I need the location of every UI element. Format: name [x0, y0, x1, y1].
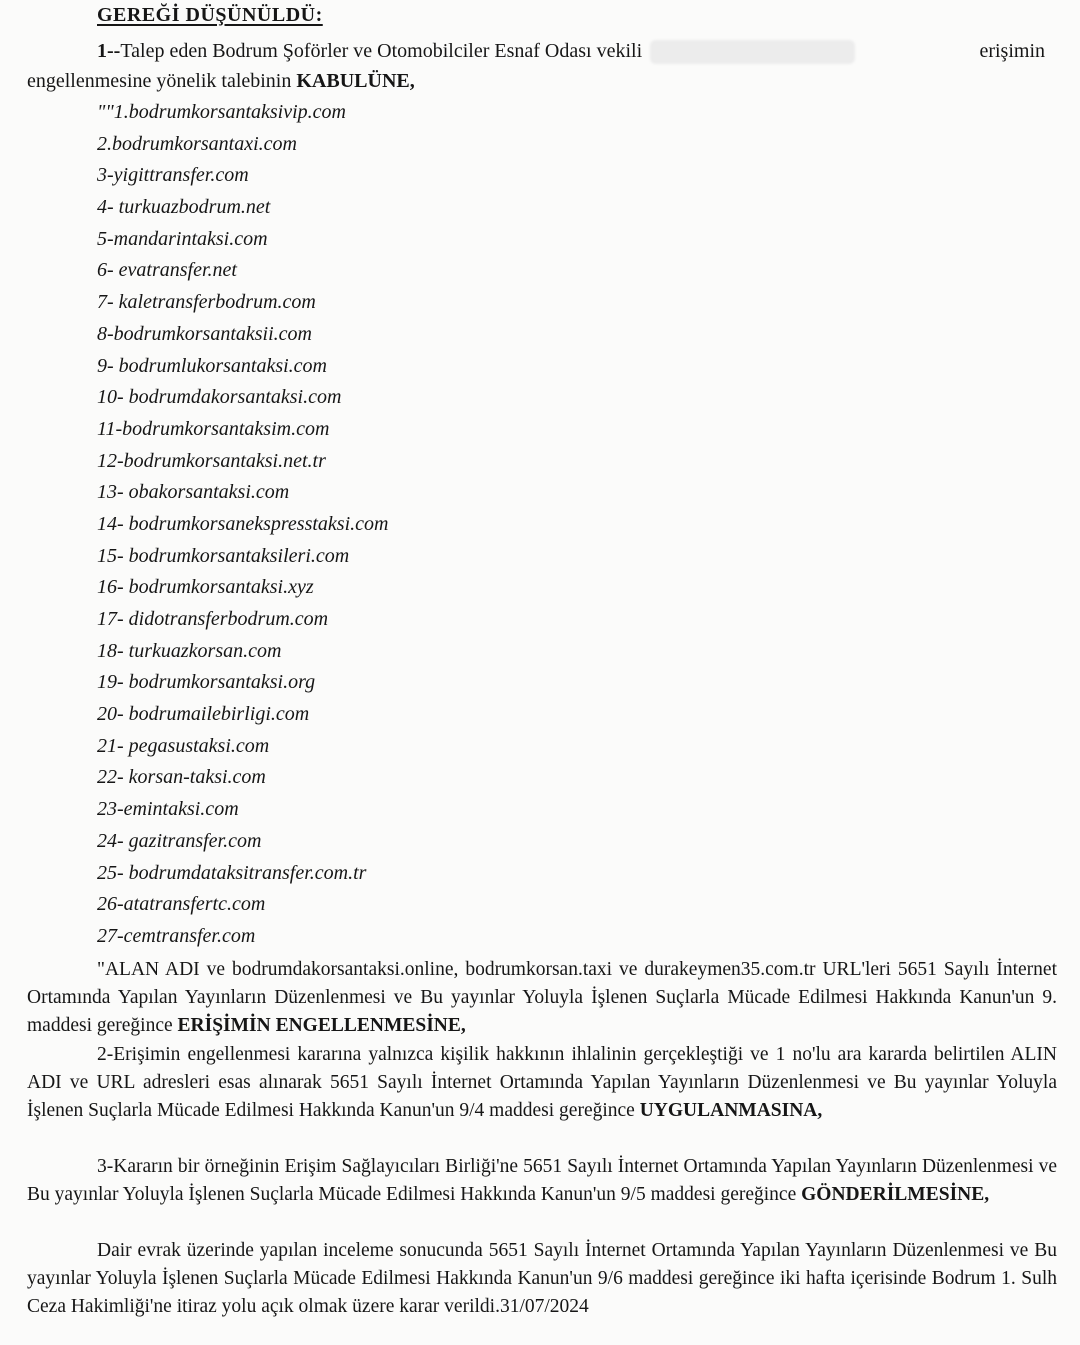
paragraph-2	[27, 1041, 1057, 1126]
paragraph-1-line-1	[97, 38, 1045, 64]
domain-list-item: 9- bodrumlukorsantaksi.com	[97, 354, 327, 377]
paragraph-3-section	[27, 1153, 1057, 1209]
domain-list-item: 11-bodrumkorsantaksim.com	[97, 417, 330, 440]
domain-list-item: 15- bodrumkorsantaksileri.com	[97, 544, 350, 567]
alan-adi-decision: ERİŞİMİN ENGELLENMESİNE,	[177, 1015, 466, 1037]
redacted-name-block	[650, 40, 855, 64]
domain-list-item: 12-bodrumkorsantaksi.net.tr	[97, 449, 326, 472]
domain-list-item: 20- bodrumailebirligi.com	[97, 703, 310, 726]
domain-list-item: 27-cemtransfer.com	[97, 924, 256, 947]
closing-paragraph: Dair evrak üzerinde yapılan inceleme sonucunda 5651 Sayılı İnternet Ortamında Yapılan Yayınların Düzenlenmesi ve Bu yayınlar Yoluyla İşlenen Suçlarla Mücade Edilmesi Hakkında Kanun'un 9/6 maddesi gereğince iki hafta içerisinde Bodrum 1. Sulh Ceza Hakimliği'ne itiraz yolu açık olmak üzere karar verildi.31/07/2024	[27, 1240, 1057, 1318]
section-heading: GEREĞİ DÜŞÜNÜLDÜ:	[97, 4, 323, 26]
domain-list-item: 7- kaletransferbodrum.com	[97, 291, 316, 314]
domain-list-item: 10- bodrumdakorsantaksi.com	[97, 386, 342, 409]
paragraph-3-text: 3-Kararın bir örneğinin Erişim Sağlayıcıları Birliği'ne 5651 Sayılı İnternet Ortamında Yapılan Yayınların Düzenlenmesi ve Bu yayınlar Yoluyla İşlenen Suçlarla Mücade Edilmesi Hakkında Kanun'un 9/5 maddesi gereğince	[27, 1156, 1057, 1206]
domain-list-item: 16- bodrumkorsantaksi.xyz	[97, 576, 314, 599]
paragraph-1-decision: KABULÜNE,	[296, 70, 415, 92]
domain-list-item: 5-mandarintaksi.com	[97, 227, 268, 250]
paragraph-1-text: Talep eden Bodrum Şoförler ve Otomobilciler Esnaf Odası vekili	[120, 40, 643, 62]
domain-list-item: 21- pegasustaksi.com	[97, 734, 270, 757]
paragraph-2-decision: UYGULANMASINA,	[639, 1100, 823, 1122]
domain-list-item: 2.bodrumkorsantaxi.com	[97, 132, 297, 155]
paragraph-1-line-2	[27, 68, 415, 94]
domain-list-item: 23-emintaksi.com	[97, 798, 239, 821]
domain-list-item: 22- korsan-taksi.com	[97, 766, 266, 789]
alan-adi-section	[27, 956, 1057, 1041]
domain-list-item: 3-yigittransfer.com	[97, 164, 249, 187]
paragraph-2-text: 2-Erişimin engellenmesi kararına yalnızca kişilik hakkının ihlalinin gerçekleştiği ve 1 no'lu ara kararda belirtilen ALIN ADI ve URL adresleri esas alınarak 5651 Sayılı İnternet Ortamında Yapılan Yayınların Düzenlenmesi ve Bu yayınlar Yoluyla İşlenen Suçlarla Mücade Edilmesi Hakkında Kanun'un 9/4 maddesi gereğince	[27, 1044, 1057, 1122]
domain-list-item: 24- gazitransfer.com	[97, 829, 262, 852]
domain-list-item: 17- didotransferbodrum.com	[97, 608, 329, 630]
domain-list-item: ""1.bodrumkorsantaksivip.com	[97, 101, 346, 123]
domain-list-item: 13- obakorsantaksi.com	[97, 481, 290, 504]
paragraph-1-line-2-text: engellenmesine yönelik talebinin	[27, 70, 292, 92]
blocked-domain-list	[97, 97, 388, 953]
closing-section	[27, 1237, 1057, 1322]
paragraph-3-decision: GÖNDERİLMESİNE,	[801, 1184, 990, 1206]
domain-list-item: 25- bodrumdataksitransfer.com.tr	[97, 861, 367, 884]
domain-list-item: 8-bodrumkorsantaksii.com	[97, 322, 312, 345]
domain-list-item: 18- turkuazkorsan.com	[97, 639, 282, 662]
paragraph-1-number: 1--	[97, 40, 121, 62]
domain-list-item: 4- turkuazbodrum.net	[97, 196, 271, 219]
domain-list-item: 14- bodrumkorsanekspresstaksi.com	[97, 512, 389, 535]
alan-adi-text: "ALAN ADI ve bodrumdakorsantaksi.online, bodrumkorsan.taxi ve durakeymen35.com.tr URL'leri 5651 Sayılı İnternet Ortamında Yapılan Yayınların Düzenlenmesi ve Bu yayınlar Yoluyla İşlenen Suçlarla Mücade Edilmesi Hakkında Kanun'un 9. maddesi gereğince	[27, 959, 1057, 1037]
paragraph-3	[27, 1153, 1057, 1209]
paragraph-1-tail: erişimin	[979, 40, 1045, 62]
domain-list-item: 26-atatransfertc.com	[97, 893, 266, 916]
domain-list-item: 6- evatransfer.net	[97, 259, 237, 282]
paragraph-2-section	[27, 1041, 1057, 1126]
alan-adi-paragraph	[27, 956, 1057, 1041]
domain-list-item: 19- bodrumkorsantaksi.org	[97, 671, 316, 694]
